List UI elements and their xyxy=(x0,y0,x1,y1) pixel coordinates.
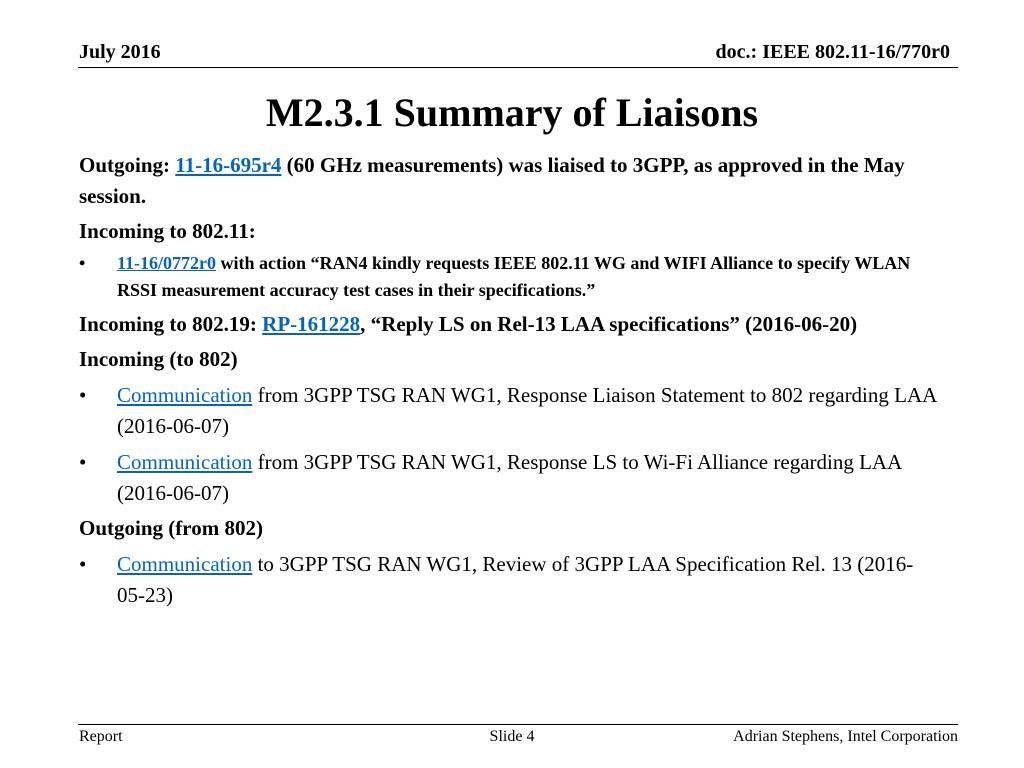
incoming-80219-paragraph xyxy=(79,309,939,340)
incoming-802-bullet-item xyxy=(79,447,939,509)
outgoing-802-heading: Outgoing (from 802) xyxy=(79,516,263,540)
incoming-80211-link[interactable]: 11-16/0772r0 xyxy=(117,253,216,273)
outgoing-802-text-1: to 3GPP TSG RAN WG1, Review of 3GPP LAA Specification Rel. 13 (2016-05-23) xyxy=(117,552,914,607)
slide-body xyxy=(79,150,939,611)
footer-author: Adrian Stephens, Intel Corporation xyxy=(733,728,958,745)
bullet-marker: • xyxy=(79,383,87,407)
outgoing-802-link-1[interactable]: Communication xyxy=(117,552,253,576)
incoming-80219-text: , “Reply LS on Rel-13 LAA specifications” (2016-06-20) xyxy=(360,312,858,336)
incoming-802-text-1: from 3GPP TSG RAN WG1, Response Liaison Statement to 802 regarding LAA (2016-06-07) xyxy=(117,383,937,438)
incoming-802-bullet-item xyxy=(79,380,939,442)
header-divider xyxy=(78,67,958,68)
incoming-802-text-2: from 3GPP TSG RAN WG1, Response LS to Wi-Fi Alliance regarding LAA (2016-06-07) xyxy=(117,450,902,505)
incoming-80211-heading: Incoming to 802.11: xyxy=(79,219,256,243)
incoming-80219-link[interactable]: RP-161228 xyxy=(262,312,361,336)
bullet-marker: • xyxy=(79,253,86,273)
incoming-80219-label: Incoming to 802.19: xyxy=(79,312,263,336)
outgoing-label: Outgoing: xyxy=(79,153,176,177)
incoming-802-link-1[interactable]: Communication xyxy=(117,383,253,407)
footer-left: Report xyxy=(79,728,123,745)
incoming-802-heading: Incoming (to 802) xyxy=(79,347,238,371)
footer-divider xyxy=(78,724,958,725)
outgoing-paragraph xyxy=(79,150,939,212)
bullet-marker: • xyxy=(79,450,87,474)
incoming-802-link-2[interactable]: Communication xyxy=(117,450,253,474)
header-doc-id: doc.: IEEE 802.11-16/770r0 xyxy=(715,41,950,63)
outgoing-802-bullet-item xyxy=(79,549,939,611)
incoming-80211-text: with action “RAN4 kindly requests IEEE 802.11 WG and WIFI Alliance to specify WLAN RSSI measurement accuracy test cases in their specifications.” xyxy=(117,253,911,300)
outgoing-link[interactable]: 11-16-695r4 xyxy=(175,153,282,177)
slide-title: M2.3.1 Summary of Liaisons xyxy=(265,90,759,135)
incoming-80211-bullet-item xyxy=(79,250,939,304)
header-date: July 2016 xyxy=(79,41,161,63)
outgoing-text: (60 GHz measurements) was liaised to 3GPP, as approved in the May session. xyxy=(79,153,905,208)
footer-slide-number: Slide 4 xyxy=(489,728,535,745)
bullet-marker: • xyxy=(79,552,87,576)
